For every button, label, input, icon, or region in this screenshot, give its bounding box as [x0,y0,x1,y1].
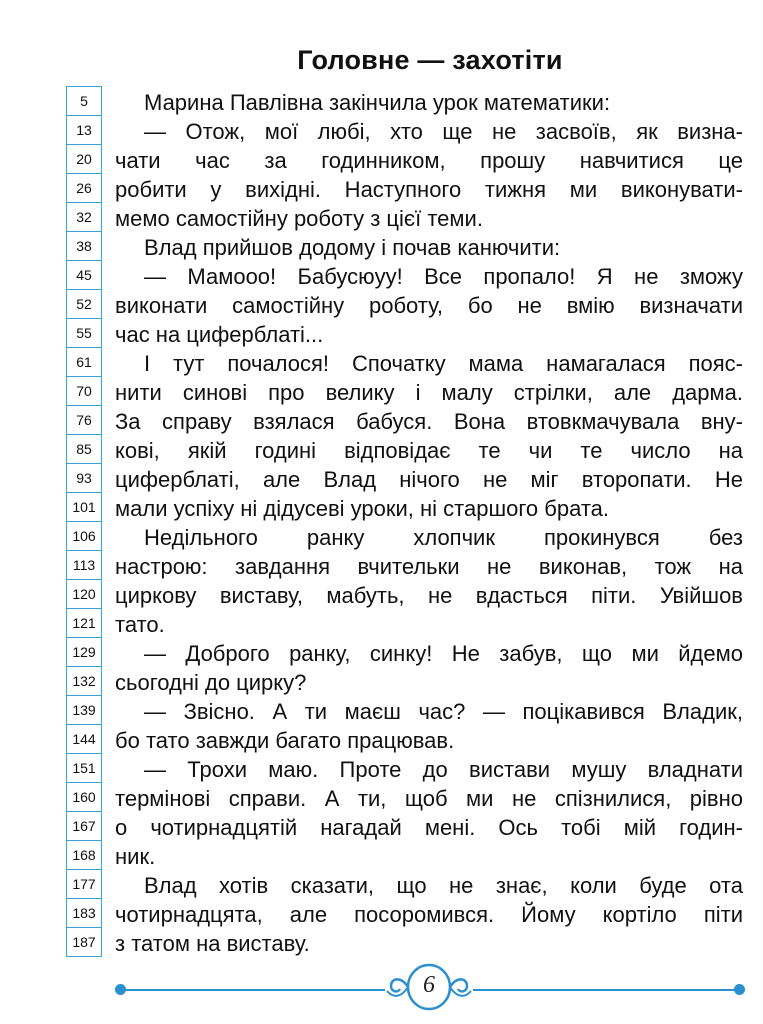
text-line: робити у вихідні. Наступного тижня ми виконувати- [115,177,743,202]
text-line: Недільного ранку хлопчик прокинувся без [144,525,743,550]
word-count-cell: 45 [67,261,101,290]
word-count-cell: 120 [67,580,101,609]
text-line: мемо самостійну роботу з цієї теми. [115,206,483,231]
page-number: 6 [423,972,435,998]
word-count-cell: 144 [67,725,101,754]
text-line: кові, якій годині відповідає те чи те число на [115,438,743,463]
word-count-cell: 76 [67,406,101,435]
word-count-cell: 187 [67,928,101,957]
word-count-cell: 85 [67,435,101,464]
word-count-cell: 183 [67,899,101,928]
word-count-cell: 13 [67,116,101,145]
word-count-cell: 113 [67,551,101,580]
text-line: мали успіху ні дідусеві уроки, ні старшого брата. [115,496,610,521]
word-count-cell: 167 [67,812,101,841]
word-count-cell: 168 [67,841,101,870]
text-line: ник. [115,844,156,869]
text-line: — Мамооо! Бабусюуу! Все пропало! Я не зможу [144,264,743,289]
text-line: сьогодні до цирку? [115,670,307,695]
word-count-cell: 26 [67,174,101,203]
word-count-cell: 106 [67,522,101,551]
text-line: бо тато завжди багато працював. [115,728,455,753]
word-count-cell: 177 [67,870,101,899]
text-line: о чотирнадцятій нагадай мені. Ось тобі мій годин- [115,815,743,840]
text-line: циркову виставу, мабуть, не вдасться піти. Увійшов [115,583,743,608]
word-count-cell: 5 [67,87,101,116]
text-line: — Трохи маю. Проте до вистави мушу владнати [144,757,743,782]
text-line: Марина Павлівна закінчила урок математики: [144,90,611,115]
word-count-cell: 61 [67,348,101,377]
text-line: Влад прийшов додому і почав канючити: [144,235,561,260]
footer-rule-right [473,989,738,991]
word-count-cell: 52 [67,290,101,319]
word-count-cell: 121 [67,609,101,638]
word-count-cell: 55 [67,319,101,348]
text-line: чати час за годинником, прошу навчитися це [115,148,743,173]
text-line: За справу взялася бабуся. Вона втовкмачувала вну- [115,409,743,434]
text-line: тато. [115,612,165,637]
text-line: термінові справи. А ти, щоб ми не спізнилися, рівно [115,786,743,811]
footer-rule-left [120,989,385,991]
text-line: виконати самостійну роботу, бо не вмію визначати [115,293,743,318]
text-line: чотирнадцята, але посоромився. Йому кортіло піти [115,902,743,927]
text-line: — Отож, мої любі, хто ще не засвоїв, як визна- [144,119,743,144]
text-line: І тут почалося! Спочатку мама намагалася пояс- [144,351,743,376]
word-count-cell: 151 [67,754,101,783]
text-line: нити синові про велику і малу стрілки, але дарма. [115,380,743,405]
text-line: настрою: завдання вчительки не виконав, тож на [115,554,743,579]
text-line: — Доброго ранку, синку! Не забув, що ми йдемо [144,641,743,666]
word-count-cell: 132 [67,667,101,696]
text-line: з татом на виставу. [115,931,310,956]
page-title: Головне — захотіти [297,45,563,75]
word-count-column [66,86,102,957]
word-count-cell: 20 [67,145,101,174]
word-count-cell: 101 [67,493,101,522]
footer-dot-right [734,984,745,995]
word-count-cell: 70 [67,377,101,406]
footer-dot-left [115,984,126,995]
text-line: циферблаті, але Влад нічого не міг второпати. Не [115,467,743,492]
word-count-cell: 129 [67,638,101,667]
text-line: час на циферблаті... [115,322,324,347]
page-number-badge [383,962,475,1012]
word-count-cell: 93 [67,464,101,493]
word-count-cell: 32 [67,203,101,232]
text-line: Влад хотів сказати, що не знає, коли буде ота [144,873,743,898]
word-count-cell: 38 [67,232,101,261]
text-line: — Звісно. А ти маєш час? — поцікавився Владик, [144,699,743,724]
word-count-cell: 139 [67,696,101,725]
word-count-cell: 160 [67,783,101,812]
